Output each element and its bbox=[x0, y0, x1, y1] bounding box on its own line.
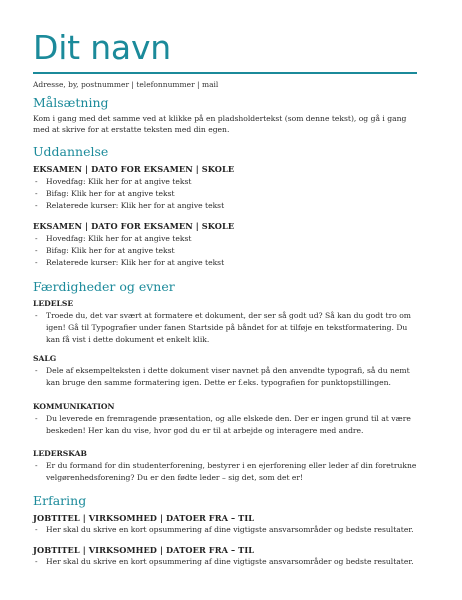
experience-heading[interactable]: JOBTITEL | VIRKSOMHED | DATOER FRA – TIL bbox=[33, 513, 255, 523]
experience-list bbox=[33, 556, 417, 568]
objective-text[interactable]: Kom i gang med det samme ved at klikke på en pladsholdertekst (som denne tekst), og gå i gang med at skrive for at erstatte teksten med din egen. bbox=[33, 114, 407, 134]
skill-group bbox=[33, 402, 417, 437]
skill-heading[interactable]: LEDERSKAB bbox=[33, 449, 87, 458]
list-item[interactable]: - Troede du, det var svært at formatere et dokument, der ser så godt ud? Så kan du godt tro om igen! Gå til Typografier under fanen Startside på båndet for at tilføje en tekstformatering. Du kan få vist i dette dokument et enkelt klik. bbox=[33, 310, 417, 346]
name-heading[interactable]: Dit navn bbox=[33, 28, 171, 67]
education-heading[interactable]: EKSAMEN | DATO FOR EKSAMEN | SKOLE bbox=[33, 221, 235, 231]
skill-list bbox=[33, 365, 417, 389]
list-item[interactable]: - Bifag: Klik her for at angive tekst bbox=[33, 188, 417, 200]
list-item[interactable]: - Dele af eksempelteksten i dette dokument viser navnet på den anvendte typografi, så du nemt kan bruge den samme formatering igen. Dette er f.eks. typografien for punktopstillingen. bbox=[33, 365, 417, 389]
experience-list bbox=[33, 524, 417, 536]
education-entry bbox=[33, 221, 417, 269]
education-list bbox=[33, 176, 417, 212]
experience-entry bbox=[33, 545, 417, 568]
experience-entry bbox=[33, 513, 417, 536]
header-rule bbox=[33, 72, 417, 74]
list-item[interactable]: - Her skal du skrive en kort opsummering af dine vigtigste ansvarsområder og bedste resultater. bbox=[33, 556, 417, 568]
education-list bbox=[33, 233, 417, 269]
skill-list bbox=[33, 413, 417, 437]
list-item[interactable]: - Bifag: Klik her for at angive tekst bbox=[33, 245, 417, 257]
list-item[interactable]: - Er du formand for din studenterforening, bestyrer i en ejerforening eller leder af din foretrukne velgørenhedsforening? Du er den fødte leder – sig det, som det er! bbox=[33, 460, 417, 484]
list-item[interactable]: - Hovedfag: Klik her for at angive tekst bbox=[33, 233, 417, 245]
list-item[interactable]: - Du leverede en fremragende præsentation, og alle elskede den. Der er ingen grund til at være beskeden! Her kan du vise, hvor god du er til at arbejde og interagere med andre. bbox=[33, 413, 417, 437]
objective-title[interactable]: Målsætning bbox=[33, 95, 109, 110]
skill-list bbox=[33, 310, 417, 346]
skill-heading[interactable]: KOMMUNIKATION bbox=[33, 402, 115, 411]
education-title[interactable]: Uddannelse bbox=[33, 144, 109, 159]
experience-heading[interactable]: JOBTITEL | VIRKSOMHED | DATOER FRA – TIL bbox=[33, 545, 255, 555]
skill-group bbox=[33, 354, 417, 389]
skill-list bbox=[33, 460, 417, 484]
experience-title[interactable]: Erfaring bbox=[33, 493, 87, 508]
education-heading[interactable]: EKSAMEN | DATO FOR EKSAMEN | SKOLE bbox=[33, 164, 235, 174]
list-item[interactable]: - Relaterede kurser: Klik her for at angive tekst bbox=[33, 200, 417, 212]
contact-line[interactable]: Adresse, by, postnummer | telefonnummer | mail bbox=[33, 80, 219, 89]
list-item[interactable]: - Her skal du skrive en kort opsummering af dine vigtigste ansvarsområder og bedste resultater. bbox=[33, 524, 417, 536]
skills-title[interactable]: Færdigheder og evner bbox=[33, 279, 175, 294]
education-entry bbox=[33, 164, 417, 212]
skill-group bbox=[33, 299, 417, 346]
skill-group bbox=[33, 449, 417, 484]
skill-heading[interactable]: LEDELSE bbox=[33, 299, 74, 308]
skill-heading[interactable]: SALG bbox=[33, 354, 57, 363]
list-item[interactable]: - Relaterede kurser: Klik her for at angive tekst bbox=[33, 257, 417, 269]
list-item[interactable]: - Hovedfag: Klik her for at angive tekst bbox=[33, 176, 417, 188]
